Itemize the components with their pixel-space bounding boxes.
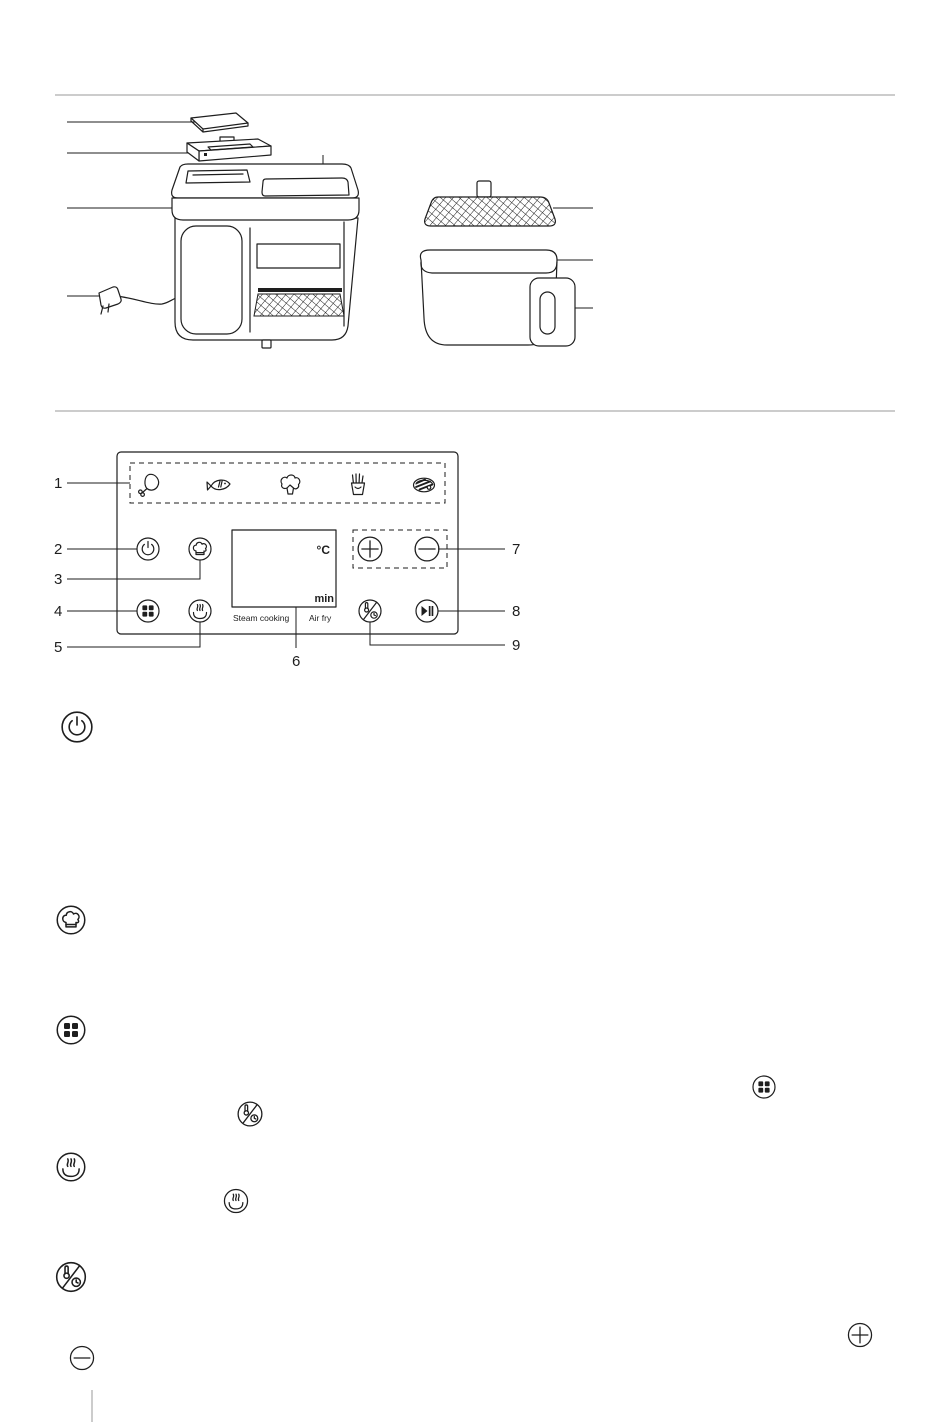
control-unit-frame	[187, 137, 271, 161]
callout-7: 7	[512, 541, 521, 558]
air-fry-label: Air fry	[309, 613, 332, 623]
plus-icon	[358, 537, 382, 561]
plug-body	[99, 287, 121, 308]
broccoli-icon	[281, 475, 300, 494]
inner-grid	[254, 294, 344, 316]
callout-8: 8	[512, 603, 521, 620]
chicken-leg-icon	[139, 474, 159, 496]
display-temperature-unit: °C	[316, 543, 330, 557]
callout-lines	[67, 483, 505, 648]
power-icon	[137, 538, 159, 560]
callout-2: 2	[54, 541, 63, 558]
callout-9: 9	[512, 637, 521, 654]
plus-icon	[848, 1323, 871, 1346]
grid-menu-icon	[753, 1076, 775, 1098]
temperature-timer-icon	[57, 1263, 86, 1292]
play-pause-icon	[416, 600, 438, 622]
callout-5: 5	[54, 639, 63, 656]
top-cover-plate	[191, 113, 248, 132]
steam-icon	[189, 600, 211, 622]
crisping-grid	[425, 181, 556, 226]
fish-icon	[207, 480, 230, 490]
inner-tray-bar	[258, 288, 342, 292]
minus-icon	[415, 537, 439, 561]
steak-icon	[414, 478, 435, 492]
steam-icon	[224, 1189, 247, 1212]
housing-front-band	[172, 198, 359, 220]
foot-front	[262, 340, 271, 348]
fries-icon	[352, 474, 365, 495]
button-description-icons	[57, 712, 872, 1369]
frame-dot	[204, 153, 207, 156]
callout-1: 1	[54, 475, 63, 492]
air-fryer-main-unit	[99, 164, 359, 348]
power-cord	[116, 296, 176, 304]
steam-icon	[57, 1153, 85, 1181]
power-icon	[62, 712, 92, 742]
callout-4: 4	[54, 603, 63, 620]
chef-hat-icon	[57, 906, 85, 934]
callout-3: 3	[54, 571, 63, 588]
chef-hat-icon	[189, 538, 211, 560]
grid-menu-icon	[57, 1016, 85, 1044]
minus-icon	[70, 1346, 93, 1369]
lower-frame	[175, 218, 358, 340]
exploded-view-diagram	[67, 113, 593, 348]
grid-knob	[477, 181, 491, 197]
display-time-unit: min	[314, 593, 334, 605]
temperature-timer-icon	[359, 600, 381, 622]
housing-top-face	[172, 164, 359, 198]
cooking-basket	[420, 250, 575, 346]
grid-mesh	[425, 197, 556, 226]
temperature-timer-icon	[238, 1102, 262, 1126]
basket-handle	[530, 278, 575, 346]
power-plug	[99, 287, 121, 314]
control-panel-diagram	[54, 452, 520, 670]
food-programs-group	[130, 463, 445, 503]
callout-line-3	[67, 560, 200, 579]
steam-cooking-label: Steam cooking	[233, 613, 290, 623]
callout-6: 6	[292, 653, 301, 670]
grid-menu-icon	[137, 600, 159, 622]
